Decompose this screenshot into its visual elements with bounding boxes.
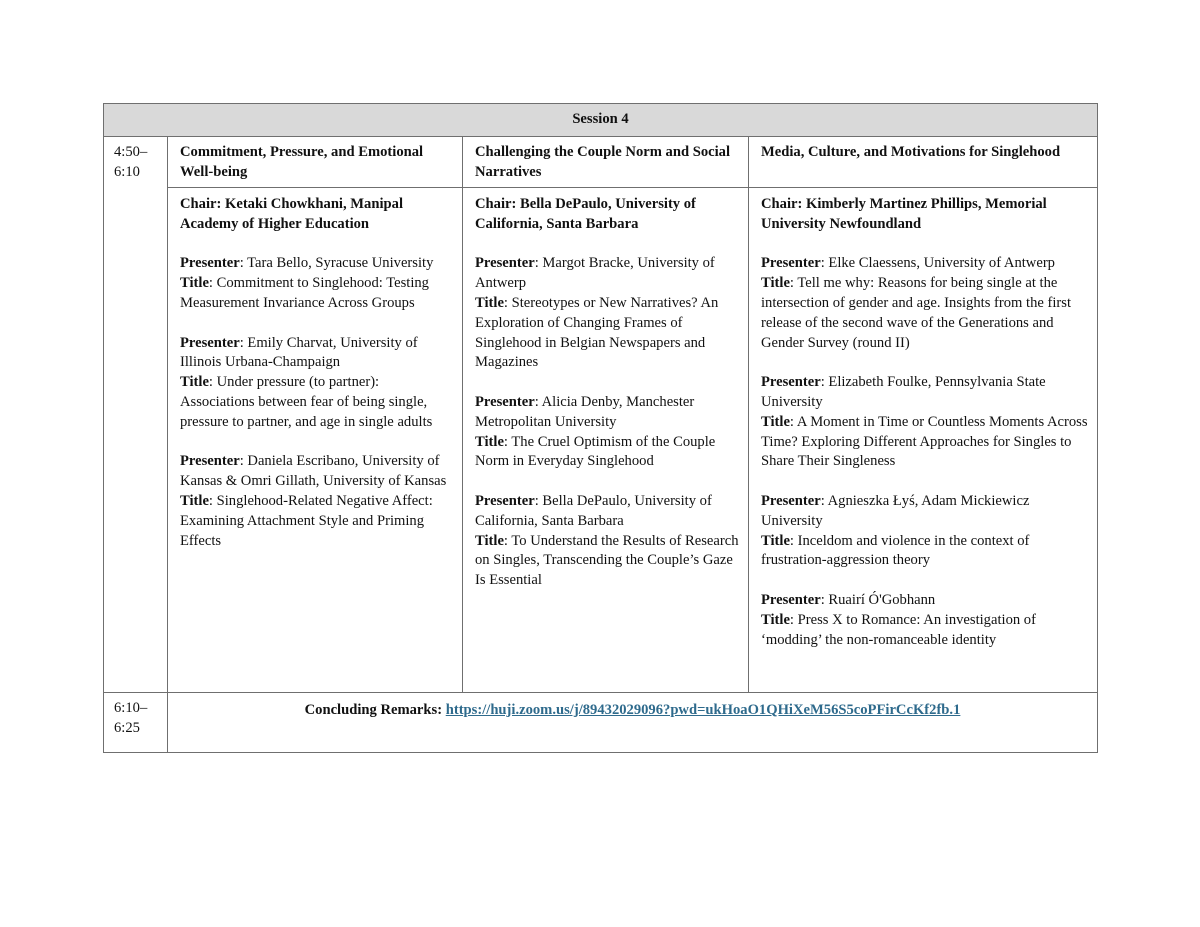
presenter-name: Ruairí Ó'Gobhann [828, 591, 936, 608]
label-separator: : [534, 492, 543, 509]
presenter-line [761, 254, 1089, 274]
title-line [180, 373, 454, 432]
track-chair: Chair: Ketaki Chowkhani, Manipal Academy of Higher Education [180, 196, 403, 232]
title-line [761, 611, 1089, 651]
presentation-title: Under pressure (to partner): Associations between fear of being single, pressure to partner, and age in single adults [180, 374, 433, 430]
title-line [761, 274, 1089, 353]
presentation-entry [180, 334, 454, 433]
label-separator: : [208, 492, 217, 509]
presenter-name: Margot Bracke, University of Antwerp [475, 255, 715, 292]
label-separator: : [239, 255, 248, 272]
presenter-name: Tara Bello, Syracuse University [247, 255, 434, 272]
presenter-label: Presenter [180, 255, 240, 272]
label-separator: : [820, 492, 828, 509]
presentation-entry [761, 492, 1089, 571]
label-separator: : [789, 532, 798, 549]
label-separator: : [534, 255, 543, 272]
title-line [180, 492, 454, 551]
title-line [475, 294, 740, 373]
track-chair: Chair: Bella DePaulo, University of California, Santa Barbara [475, 196, 696, 232]
presentation-entry [180, 452, 454, 551]
label-separator: : [820, 374, 829, 391]
presentation-entry [475, 254, 740, 373]
presentation-entry [475, 393, 740, 472]
presenter-name: Agnieszka Łyś, Adam Mickiewicz University [761, 492, 1030, 529]
label-separator: : [239, 453, 248, 470]
presentation-title: Singlehood-Related Negative Affect: Examining Attachment Style and Priming Effects [180, 492, 433, 549]
presenter-line [761, 373, 1089, 413]
presentation-entry [475, 492, 740, 591]
title-line [761, 413, 1089, 472]
presenter-line [180, 254, 454, 274]
presentation-title: Press X to Romance: An investigation of ‘modding’ the non-romanceable identity [761, 611, 1036, 648]
track-heading-1: Commitment, Pressure, and Emotional Well-being [168, 137, 463, 188]
title-line [475, 433, 740, 473]
label-separator: : [239, 334, 248, 351]
presentation-entry [761, 254, 1089, 353]
presentation-title: To Understand the Results of Research on Singles, Transcending the Couple’s Gaze Is Essential [475, 532, 739, 589]
closing-row [104, 693, 1098, 753]
presentation-title: Inceldom and violence in the context of frustration-aggression theory [761, 532, 1030, 569]
presenter-name: Emily Charvat, University of Illinois Urbana-Champaign [180, 334, 418, 371]
track-heading-3: Media, Culture, and Motivations for Singlehood [749, 137, 1098, 188]
time-slot-closing: 6:10–6:25 [104, 693, 168, 753]
title-label: Title [475, 294, 504, 311]
presenter-line [761, 591, 1089, 611]
concluding-remarks-cell [168, 693, 1098, 753]
track-body-1 [168, 188, 463, 693]
label-separator: : [503, 532, 512, 549]
concluding-remarks-label: Concluding Remarks: [304, 702, 443, 718]
presenter-line [475, 254, 740, 294]
title-label: Title [761, 611, 790, 628]
title-label: Title [180, 492, 209, 509]
presenter-label: Presenter [180, 334, 240, 351]
presentation-title: Tell me why: Reasons for being single at the intersection of gender and age. Insights from the first release of the second wave of the Generations and Gender Survey (round II) [761, 275, 1072, 351]
presenter-label: Presenter [475, 492, 535, 509]
label-separator: : [534, 393, 542, 410]
time-slot-main: 4:50–6:10 [104, 137, 168, 693]
title-line [475, 532, 740, 591]
session-header-row [104, 104, 1098, 137]
presenter-line [475, 393, 740, 433]
track-heading-2: Challenging the Couple Norm and Social Narratives [463, 137, 749, 188]
presenter-label: Presenter [180, 453, 240, 470]
presenter-line [180, 452, 454, 492]
title-label: Title [761, 275, 790, 292]
label-separator: : [789, 275, 798, 292]
track-body-2 [463, 188, 749, 693]
presenter-label: Presenter [761, 591, 821, 608]
presenter-name: Daniela Escribano, University of Kansas & Omri Gillath, University of Kansas [180, 453, 447, 490]
track-body-3 [749, 188, 1098, 693]
presenter-name: Elke Claessens, University of Antwerp [828, 255, 1055, 272]
title-label: Title [180, 374, 209, 391]
label-separator: : [503, 294, 512, 311]
presentation-entry [761, 373, 1089, 472]
presenter-name: Bella DePaulo, University of California, Santa Barbara [475, 492, 712, 529]
presenter-name: Elizabeth Foulke, Pennsylvania State University [761, 374, 1046, 410]
title-label: Title [475, 433, 504, 450]
presentation-title: The Cruel Optimism of the Couple Norm in Everyday Singlehood [475, 433, 716, 470]
presenter-label: Presenter [761, 492, 821, 509]
presentation-entry [180, 254, 454, 313]
track-chair: Chair: Kimberly Martinez Phillips, Memorial University Newfoundland [761, 196, 1047, 232]
presenter-name: Alicia Denby, Manchester Metropolitan University [475, 393, 695, 430]
presentation-title: A Moment in Time or Countless Moments Across Time? Exploring Different Approaches for Singles to Share Their Singleness [761, 413, 1088, 470]
track-heading-row [104, 137, 1098, 188]
zoom-meeting-link[interactable]: https://huji.zoom.us/j/89432029096?pwd=ukHoaO1QHiXeM56S5coPFirCcKf2fb.1 [445, 702, 961, 718]
title-label: Title [761, 413, 790, 430]
title-label: Title [475, 532, 504, 549]
session-schedule-table [103, 103, 1098, 753]
title-line [761, 532, 1089, 572]
presenter-label: Presenter [475, 393, 535, 410]
presenter-label: Presenter [761, 255, 821, 272]
title-label: Title [180, 275, 209, 292]
label-separator: : [789, 413, 797, 430]
label-separator: : [789, 611, 798, 628]
label-separator: : [820, 591, 829, 608]
label-separator: : [503, 433, 512, 450]
presentation-title: Stereotypes or New Narratives? An Exploration of Changing Frames of Singlehood in Belgian Newspapers and Magazines [475, 294, 719, 371]
presentation-title: Commitment to Singlehood: Testing Measurement Invariance Across Groups [180, 275, 429, 311]
label-separator: : [208, 374, 217, 391]
title-line [180, 274, 454, 314]
presenter-line [761, 492, 1089, 532]
title-label: Title [761, 532, 790, 549]
presenter-line [475, 492, 740, 532]
session-title: Session 4 [104, 104, 1098, 137]
presenter-label: Presenter [475, 255, 535, 272]
track-body-row [104, 188, 1098, 693]
presenter-label: Presenter [761, 374, 821, 391]
presentation-entry [761, 591, 1089, 650]
label-separator: : [820, 255, 829, 272]
presenter-line [180, 334, 454, 374]
label-separator: : [208, 275, 217, 292]
